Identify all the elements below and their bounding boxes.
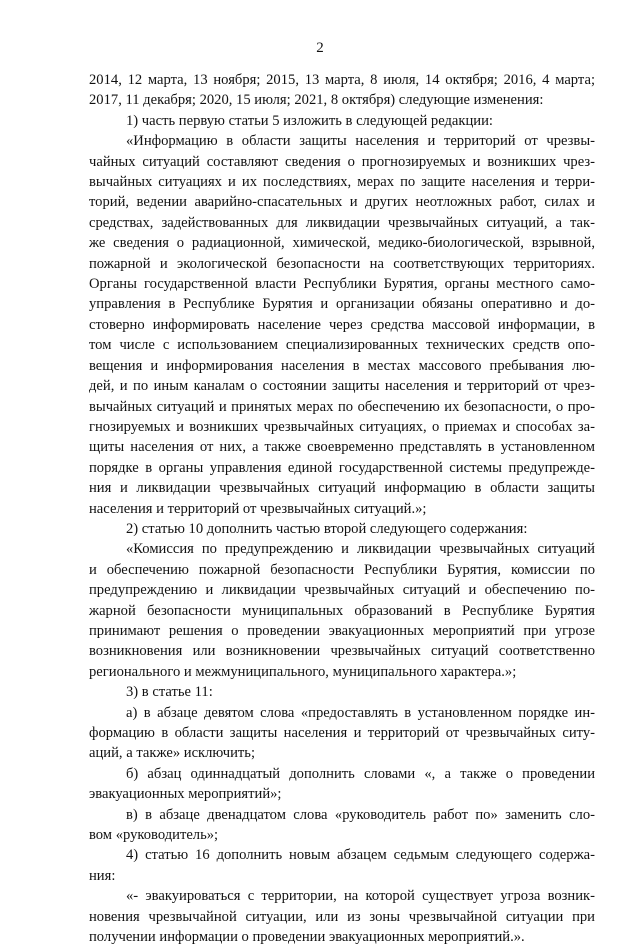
text-line: Органы государственной власти Республики Бурятия, органы местного само-	[89, 276, 595, 293]
text-line: ния и ликвидации чрезвычайных ситуаций информацию в области защиты	[89, 480, 595, 497]
text-line: предупреждению и ликвидации чрезвычайных ситуаций и обеспечению по-	[89, 582, 595, 599]
text-line: в) в абзаце двенадцатом слова «руководитель работ по» заменить сло-	[126, 806, 595, 823]
text-line: 4) статью 16 дополнить новым абзацем седьмым следующего содержа-	[126, 847, 595, 864]
text-line: получении информации о проведении эвакуационных мероприятий.».	[89, 929, 525, 946]
text-line: 2017, 11 декабря; 2020, 15 июля; 2021, 8 октября) следующие изменения:	[89, 92, 544, 109]
text-line: эвакуационных мероприятий»;	[89, 786, 282, 803]
text-line: б) абзац одиннадцатый дополнить словами «, а также о проведении	[126, 765, 595, 782]
text-line: «- эвакуироваться с территории, на которой существует угроза возник-	[126, 888, 595, 905]
text-line: чайных ситуаций составляют сведения о прогнозируемых и возникших чрез-	[89, 153, 595, 170]
text-line: «Комиссия по предупреждению и ликвидации чрезвычайных ситуаций	[126, 541, 595, 558]
text-line: 2014, 12 марта, 13 ноября; 2015, 13 марта, 8 июля, 14 октября; 2016, 4 марта;	[89, 72, 595, 88]
text-line: принимают решения о проведении эвакуационных мероприятий при угрозе	[89, 622, 595, 639]
text-line: порядке в органы управления единой государственной системы предупрежде-	[89, 459, 595, 476]
text-line: возникновения или возникновении чрезвычайных ситуаций соответственно	[89, 643, 595, 660]
text-line: вещения и информирования населения в местах массового пребывания лю-	[89, 357, 595, 374]
text-line: жарной безопасности муниципальных образований в Республике Бурятия	[89, 602, 595, 619]
text-line: аций, а также» исключить;	[89, 745, 256, 762]
text-line: вом «руководитель»;	[89, 827, 219, 844]
text-line: торий, ведении аварийно-спасательных и других неотложных работ, силах и	[89, 194, 595, 211]
text-line: новения чрезвычайной ситуации, или из зоны чрезвычайной ситуации при	[89, 908, 595, 925]
text-line: вычайных ситуациях и их последствиях, мерах по защите населения и терри-	[89, 174, 595, 191]
text-line: пожарной и экологической безопасности на соответствующих территориях.	[89, 255, 595, 272]
text-line: управления в Республике Бурятия и организации обязаны оперативно и до-	[89, 296, 595, 313]
text-line: дей, и по иным каналам о состоянии защиты населения и территорий от чрез-	[89, 378, 595, 395]
text-line: средствах, задействованных для ликвидации чрезвычайных ситуаций, а так-	[89, 214, 595, 231]
text-line: регионального и межмуниципального, муниципального характера.»;	[89, 663, 517, 680]
text-line: а) в абзаце девятом слова «предоставлять в установленном порядке ин-	[126, 704, 595, 721]
text-line: 3) в статье 11:	[126, 684, 213, 701]
text-line: стоверно информировать население через средства массовой информации, в	[89, 316, 595, 333]
text-line: и обеспечению пожарной безопасности Республики Бурятия, комиссии по	[89, 561, 595, 578]
text-line: населения и территорий от чрезвычайных ситуаций.»;	[89, 500, 427, 517]
text-line: 1) часть первую статьи 5 изложить в следующей редакции:	[126, 112, 493, 129]
text-line: гнозируемых и возникших чрезвычайных ситуациях, о приемах и способах за-	[89, 418, 595, 435]
document-body	[89, 70, 595, 947]
text-line: формацию в области защиты населения и территорий от чрезвычайных ситу-	[89, 725, 595, 741]
page-number: 2	[316, 40, 324, 56]
text-line: «Информацию в области защиты населения и территорий от чрезвы-	[126, 133, 595, 150]
text-line: том числе с использованием специализированных технических средств опо-	[89, 337, 595, 354]
text-line: щиты населения от них, а также своевременно представлять в установленном	[89, 439, 595, 456]
text-line: вычайных ситуаций и принятых мерах по обеспечению их безопасности, о про-	[89, 398, 595, 415]
text-line: 2) статью 10 дополнить частью второй следующего содержания:	[126, 520, 528, 537]
text-line: ния:	[89, 867, 116, 884]
text-line: же сведения о радиационной, химической, медико-биологической, взрывной,	[89, 235, 595, 252]
